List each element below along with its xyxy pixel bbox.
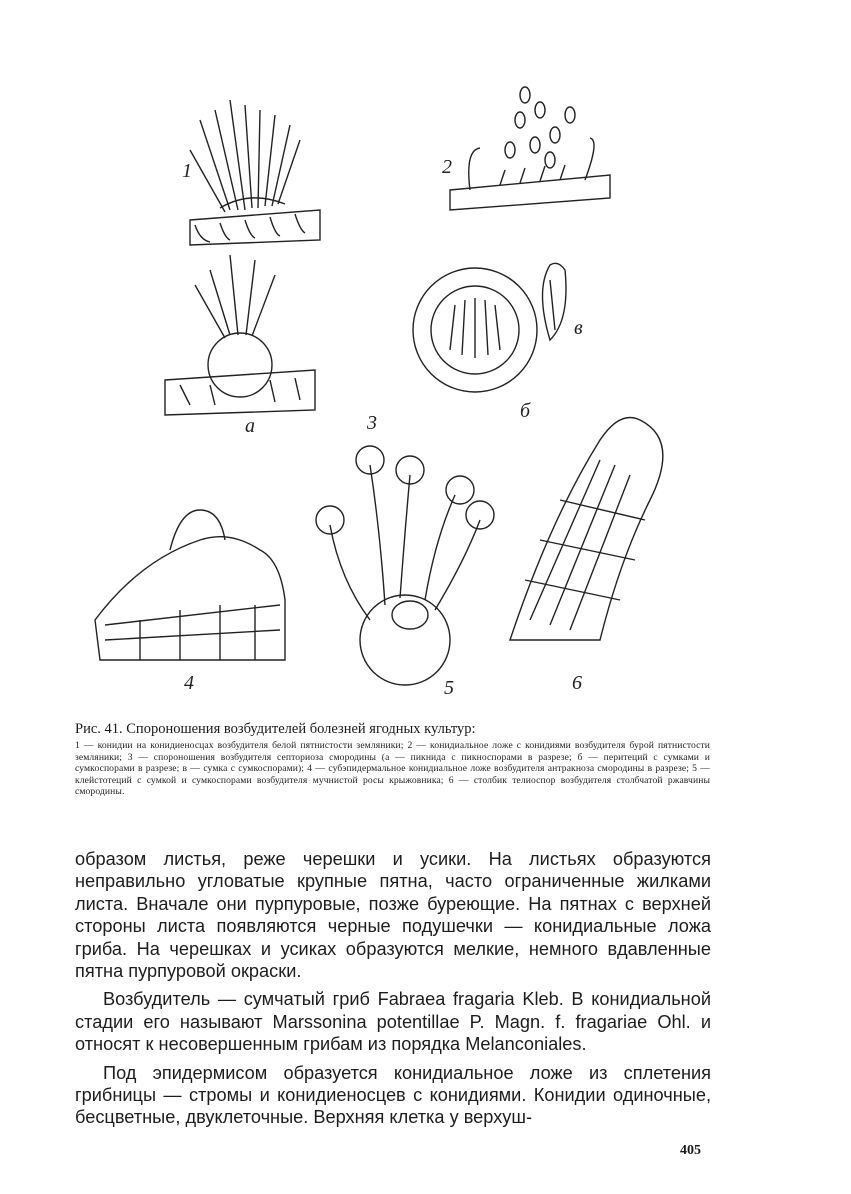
figure-label-3: 3 (367, 412, 377, 434)
drawing-4 (95, 510, 285, 660)
figure-label-1: 1 (182, 160, 192, 182)
figure-label-b: б (520, 400, 531, 422)
caption-title: Рис. 41. Спороношения возбудителей болезней ягодных культур: (75, 721, 476, 737)
drawing-2 (450, 87, 610, 210)
figure-label-a: а (245, 415, 255, 437)
figure-caption (75, 720, 710, 798)
paragraph-1: образом листья, реже черешки и усики. На листьях образуются неправильно угловатые крупные пятна, часто ограниченные жилками листа. Вначале они пурпуровые, позже буреющие. На пятнах с верхней стороны листа появляются черные подушечки — конидиальные ложа гриба. На черешках и усиках образуются мелкие, немного вдавленные пятна пурпуровой окраски. (75, 849, 711, 982)
drawing-3a (165, 255, 315, 415)
caption-text: 1 — конидии на конидиеносцах возбудителя белой пятнистости земляники; 2 — конидиальное ложе с конидиями возбудителя бурой пятнистости земляники; 3 — спороношения возбудителя септориоза смородины (а — пикнида с пикноспорами в разрезе; б — перитеций с сумками и сумкоспорами в разрезе; в — сумка с сумкоспорами); 4 — субэпидермальное конидиальное ложе возбудителя антракноза смородины в разрезе; 5 — клейстотеций с сумкой и сумкоспорами возбудителя мучнистой росы крыжовника; 6 — столбик телиоспор возбудителя столбчатой ржавчины смородины. (75, 740, 710, 798)
figure-label-5: 5 (444, 677, 454, 699)
figure-label-6: 6 (572, 672, 582, 694)
drawing-1 (190, 100, 320, 245)
paragraph-2: Возбудитель — сумчатый гриб Fabraea fragaria Kleb. В конидиальной стадии его называют Marssonina potentillae P. Magn. f. fragariae Ohl. и относят к несовершенным грибам из порядка Melanconiales. (75, 989, 711, 1055)
figure-label-v: в (574, 317, 583, 339)
drawing-5 (316, 446, 494, 685)
drawing-3c (543, 263, 567, 340)
figure-41 (80, 80, 720, 700)
drawing-6 (510, 418, 663, 641)
page-number: 405 (680, 1143, 701, 1158)
figure-label-4: 4 (184, 672, 194, 694)
figure-label-2: 2 (442, 156, 452, 178)
figure-illustration (80, 80, 720, 700)
drawing-3b (413, 268, 537, 392)
paragraph-3: Под эпидермисом образуется конидиальное ложе из сплетения грибницы — стромы и конидиеносцев с конидиями. Конидии одиночные, бесцветные, двуклеточные. Верхняя клетка у верхуш- (75, 1062, 711, 1128)
body-text (75, 848, 711, 1135)
